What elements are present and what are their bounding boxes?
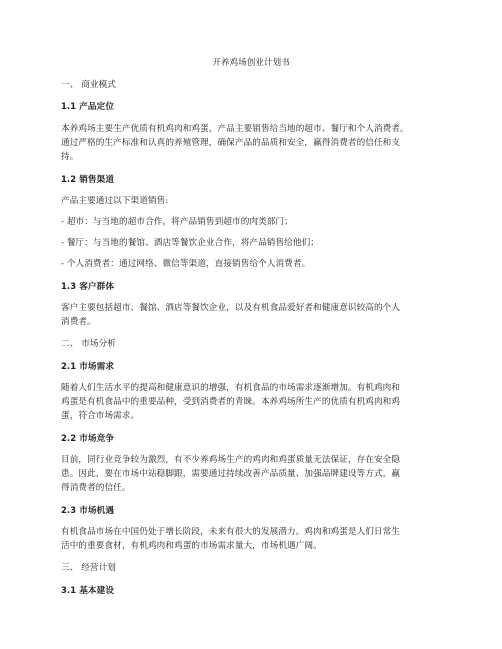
subheading-number: 1.3 <box>61 281 77 291</box>
paragraph-line: 通过严格的生产标准和认真的养殖管理，确保产品的品质和安全，赢得消费者的信任和支 <box>61 138 401 148</box>
paragraph-line: 本养鸡场主要生产优质有机鸡肉和鸡蛋，产品主要销售给当地的超市、餐厅和个人消费者。 <box>61 124 409 134</box>
subheading-number: 1.1 <box>61 101 77 111</box>
list-item: - 个人消费者：通过网络、微信等渠道，直接销售给个人消费者。 <box>61 259 311 269</box>
subheading-customer-group <box>61 281 451 293</box>
subheading-text: 客户群体 <box>79 282 115 292</box>
subheading-text: 市场需求 <box>79 362 115 372</box>
subheading-number: 2.3 <box>61 505 77 515</box>
section-heading-business-model: 一、 商业模式 <box>61 80 116 90</box>
subheading-text: 市场机遇 <box>79 506 115 516</box>
subheading-market-competition <box>61 433 451 445</box>
subheading-sales-channels <box>61 174 451 186</box>
paragraph-line: 随着人们生活水平的提高和健康意识的增强，有机食品的市场需求逐渐增加。有机鸡肉和 <box>61 383 401 393</box>
document-title: 开养鸡场创业计划书 <box>212 58 290 68</box>
paragraph-line: 有机食品市场在中国仍处于增长阶段，未来有很大的发展潜力。鸡肉和鸡蛋是人们日常生 <box>61 527 401 537</box>
subheading-market-opportunity <box>61 505 451 517</box>
paragraph-line: 目前，同行业竞争较为激烈，有不少养鸡场生产的鸡肉和鸡蛋质量无法保证，存在安全隐 <box>61 455 401 465</box>
subheading-text: 销售渠道 <box>79 175 115 185</box>
list-item: - 超市：与当地的超市合作，将产品销售到超市的肉类部门； <box>61 217 293 227</box>
subheading-text: 市场竞争 <box>79 434 115 444</box>
paragraph-line: 鸡蛋是有机食品中的重要品种，受到消费者的青睐。本养鸡场所生产的优质有机鸡肉和鸡 <box>61 397 401 407</box>
paragraph-line: 产品主要通过以下渠道销售: <box>61 196 169 206</box>
section-heading-market-analysis: 二、 市场分析 <box>61 339 116 349</box>
subheading-number: 2.2 <box>61 433 77 443</box>
subheading-text: 产品定位 <box>79 102 115 112</box>
subheading-text: 基本建设 <box>79 586 115 596</box>
paragraph-line: 蛋，符合市场需求。 <box>61 411 140 421</box>
paragraph-line: 客户主要包括超市、餐馆、酒店等餐饮企业，以及有机食品爱好者和健康意识较高的个人 <box>61 303 401 313</box>
subheading-number: 3.1 <box>61 585 77 595</box>
subheading-market-demand <box>61 361 451 373</box>
section-heading-operation-plan: 三、 经营计划 <box>61 563 116 573</box>
subheading-product-positioning <box>61 101 451 113</box>
list-item: - 餐厅：与当地的餐馆、酒店等餐饮企业合作，将产品销售给他们； <box>61 238 319 248</box>
paragraph-line: 得消费者的信任。 <box>61 483 131 493</box>
paragraph-line: 活中的重要食材，有机鸡肉和鸡蛋的市场需求量大，市场机遇广阔。 <box>61 541 322 551</box>
subheading-number: 2.1 <box>61 361 77 371</box>
paragraph-line: 患。因此，要在市场中站稳脚跟，需要通过持续改善产品质量、加强品牌建设等方式，赢 <box>61 469 401 479</box>
paragraph-line: 持。 <box>61 152 79 162</box>
subheading-basic-construction <box>61 585 451 597</box>
paragraph-line: 消费者。 <box>61 317 96 327</box>
subheading-number: 1.2 <box>61 174 77 184</box>
